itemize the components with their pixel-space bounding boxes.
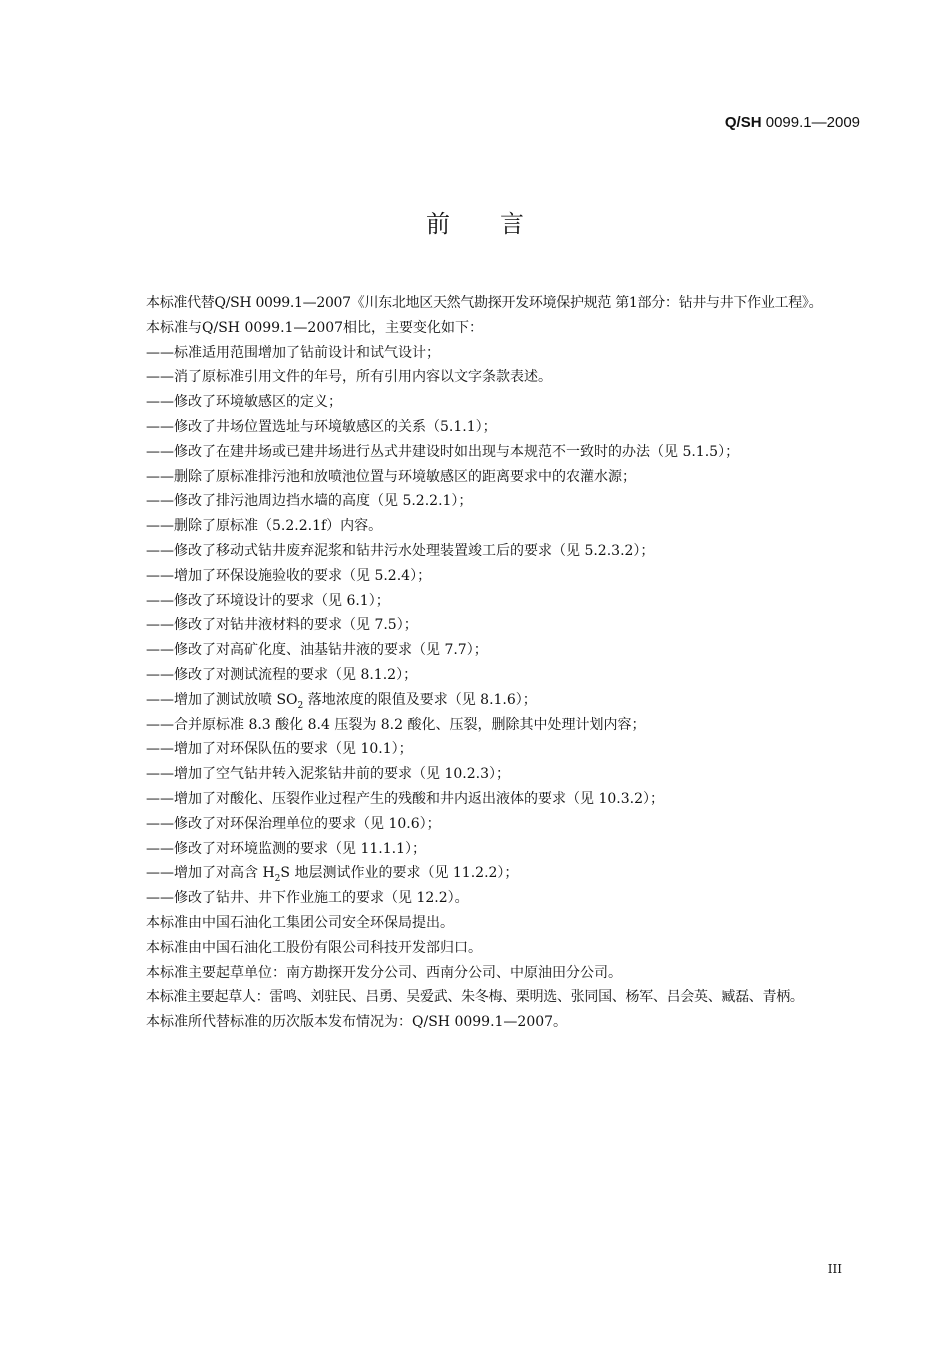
page-title: 前言 [426, 210, 574, 238]
foreword-body [113, 291, 861, 1035]
list-item: ——修改了对高矿化度、油基钻井液的要求（见 7.7）； [146, 642, 488, 659]
list-item: ——增加了对酸化、压裂作业过程产生的残酸和井内返出液体的要求（见 10.3.2）； [146, 790, 664, 807]
h2s-text-after: S 地层测试作业的要求（见 11.2.2）； [280, 865, 519, 882]
h2s-subscript: 2 [274, 874, 281, 885]
paragraph-managed-by: 本标准由中国石油化工股份有限公司科技开发部归口。 [146, 939, 482, 956]
standard-code-prefix: Q/SH [724, 114, 762, 131]
so2-text-after: 落地浓度的限值及要求（见 8.1.6）； [303, 691, 537, 708]
standard-code-number: 0099.1—2009 [765, 114, 860, 131]
list-item: ——消了原标准引用文件的年号，所有引用内容以文字条款表述。 [146, 369, 552, 386]
so2-subscript: 2 [297, 700, 304, 711]
paragraph-drafting-units: 本标准主要起草单位：南方勘探开发分公司、西南分公司、中原油田分公司。 [146, 964, 622, 981]
paragraph-history: 本标准所代替标准的历次版本发布情况为：Q/SH 0099.1—2007。 [146, 1014, 568, 1031]
page-number: III [827, 1262, 842, 1276]
list-item: ——增加了环保设施验收的要求（见 5.2.4）； [146, 567, 432, 584]
so2-text-before: ——增加了测试放喷 SO [146, 691, 298, 708]
list-item: ——修改了对环保治理单位的要求（见 10.6）； [146, 815, 441, 832]
list-item: ——修改了对钻井液材料的要求（见 7.5）； [146, 617, 418, 634]
paragraph-replaces: 本标准代替Q/SH 0099.1—2007《川东北地区天然气勘探开发环境保护规范 第1部分：钻井与井下作业工程》。 [146, 295, 823, 311]
list-item: ——增加了对环保队伍的要求（见 10.1）； [146, 741, 413, 758]
standard-code [725, 114, 860, 131]
paragraph-changes-intro: 本标准与Q/SH 0099.1—2007相比，主要变化如下： [146, 319, 484, 336]
list-item-so2 [113, 688, 861, 713]
h2s-text-before: ——增加了对高含 H [146, 865, 275, 882]
list-item: ——修改了对测试流程的要求（见 8.1.2）； [146, 666, 418, 683]
paragraph-proposed-by: 本标准由中国石油化工集团公司安全环保局提出。 [146, 914, 454, 931]
list-item: ——删除了原标准（5.2.2.1f）内容。 [146, 518, 383, 535]
list-item-h2s [113, 861, 861, 886]
list-item: ——增加了空气钻井转入泥浆钻井前的要求（见 10.2.3）； [146, 766, 510, 783]
list-item: ——修改了环境敏感区的定义； [146, 394, 342, 411]
list-item: ——修改了在建井场或已建井场进行丛式井建设时如出现与本规范不一致时的办法（见 5.1.5）； [146, 443, 740, 460]
list-item: ——修改了排污池周边挡水墙的高度（见 5.2.2.1）； [146, 493, 473, 510]
list-item: ——删除了原标准排污池和放喷池位置与环境敏感区的距离要求中的农灌水源； [146, 468, 636, 485]
list-item: ——修改了环境设计的要求（见 6.1）； [146, 592, 390, 609]
list-item: ——合并原标准 8.3 酸化 8.4 压裂为 8.2 酸化、压裂，删除其中处理计划内容； [146, 716, 646, 733]
paragraph-drafters: 本标准主要起草人：雷鸣、刘驻民、吕勇、吴爱武、朱冬梅、栗明选、张同国、杨军、吕会英、臧磊、青柄。 [146, 989, 804, 1006]
list-item: ——修改了移动式钻井废弃泥浆和钻井污水处理装置竣工后的要求（见 5.2.3.2）； [146, 542, 655, 559]
list-item: ——修改了对环境监测的要求（见 11.1.1）； [146, 840, 426, 857]
list-item: ——标准适用范围增加了钻前设计和试气设计； [146, 344, 440, 361]
list-item: ——修改了井场位置选址与环境敏感区的关系（5.1.1）； [146, 418, 497, 435]
list-item: ——修改了钻井、井下作业施工的要求（见 12.2）。 [146, 890, 469, 907]
